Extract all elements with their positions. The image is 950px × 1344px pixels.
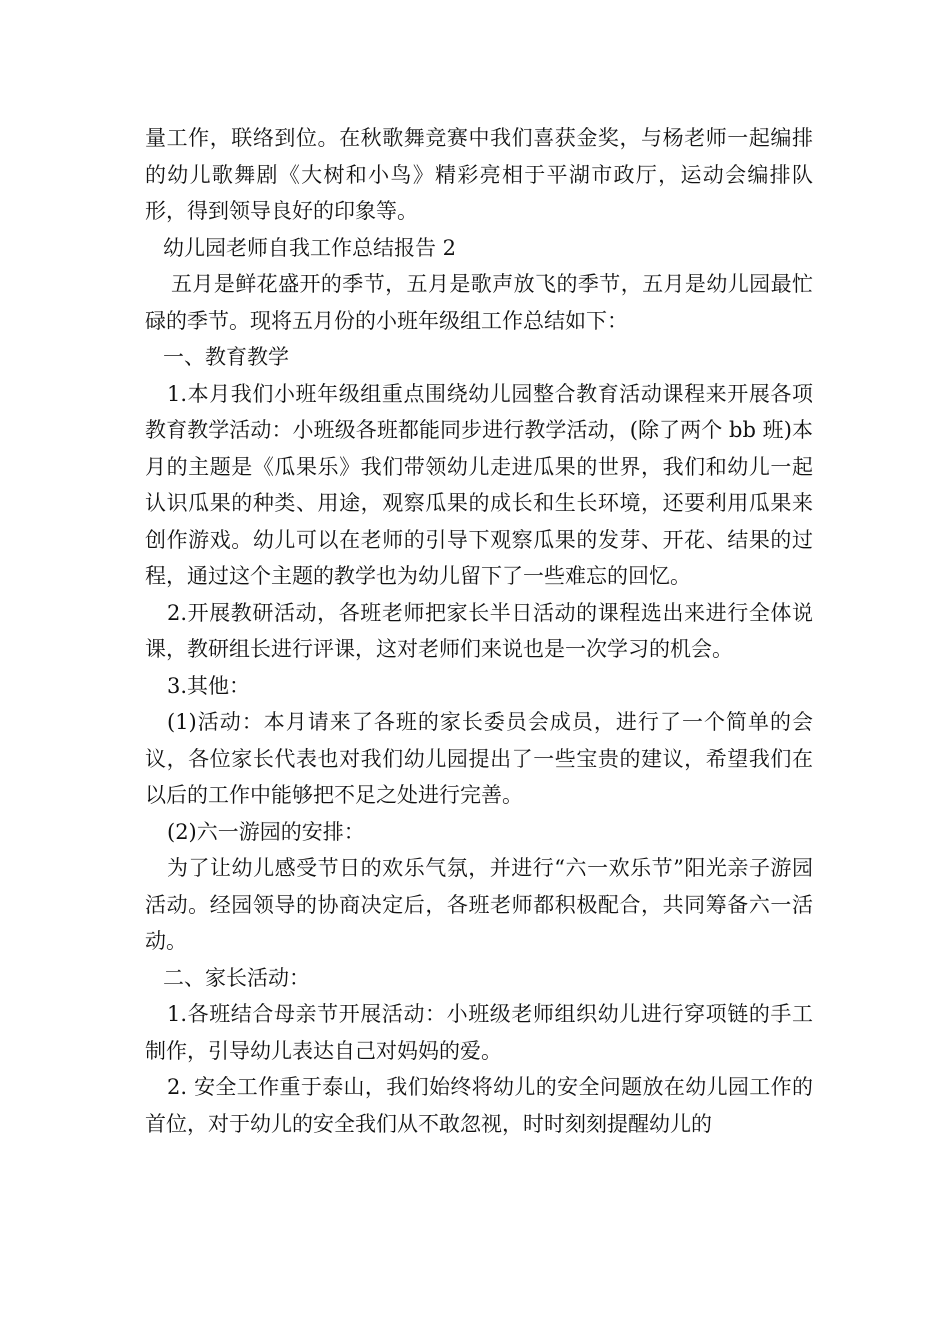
document-body <box>145 120 813 1142</box>
section-heading-parents: 二、家长活动： <box>163 965 310 990</box>
paragraph-parents-item-2: 2. 安全工作重于泰山，我们始终将幼儿的安全问题放在幼儿园工作的首位，对于幼儿的安全我们从不敢忽视，时时刻刻提醒幼儿的 <box>145 1075 813 1136</box>
paragraph-continuation: 量工作，联络到位。在秋歌舞竞赛中我们喜获金奖，与杨老师一起编排的幼儿歌舞剧《大树和小鸟》精彩亮相于平湖市政厅，运动会编排队形，得到领导良好的印象等。 <box>145 126 813 223</box>
paragraph-parents-item-1: 1.各班结合母亲节开展活动：小班级老师组织幼儿进行穿项链的手工制作，引导幼儿表达自己对妈妈的爱。 <box>145 1002 813 1063</box>
paragraph-intro: 五月是鲜花盛开的季节，五月是歌声放飞的季节，五月是幼儿园最忙碌的季节。现将五月份的小班年级组工作总结如下： <box>145 272 813 333</box>
paragraph-item-2: 2.开展教研活动，各班老师把家长半日活动的课程选出来进行全体说课，教研组长进行评课，这对老师们来说也是一次学习的机会。 <box>145 600 813 661</box>
report-title: 幼儿园老师自我工作总结报告 2 <box>163 235 457 260</box>
paragraph-subitem-1: (1)活动：本月请来了各班的家长委员会成员，进行了一个简单的会议，各位家长代表也对我们幼儿园提出了一些宝贵的建议，希望我们在以后的工作中能够把不足之处进行完善。 <box>145 710 813 807</box>
paragraph-item-1: 1.本月我们小班年级组重点围绕幼儿园整合教育活动课程来开展各项教育教学活动：小班级各班都能同步进行教学活动，(除了两个 bb 班)本月的主题是《瓜果乐》我们带领幼儿走进瓜果的世界，我们和幼儿一起认识瓜果的种类、用途，观察瓜果的成长和生长环境，还要利用瓜果来创作游戏。幼儿可以在老师的引导下观察瓜果的发芽、开花、结果的过程，通过这个主题的教学也为幼儿留下了一些难忘的回忆。 <box>145 381 813 588</box>
section-heading-education: 一、教育教学 <box>163 345 289 369</box>
paragraph-subitem-2: (2)六一游园的安排： <box>167 819 365 844</box>
paragraph-childrens-day: 为了让幼儿感受节日的欢乐气氛，并进行“六一欢乐节”阳光亲子游园活动。经园领导的协商决定后，各班老师都积极配合，共同筹备六一活动。 <box>145 856 813 953</box>
paragraph-item-3: 3.其他： <box>167 673 251 698</box>
